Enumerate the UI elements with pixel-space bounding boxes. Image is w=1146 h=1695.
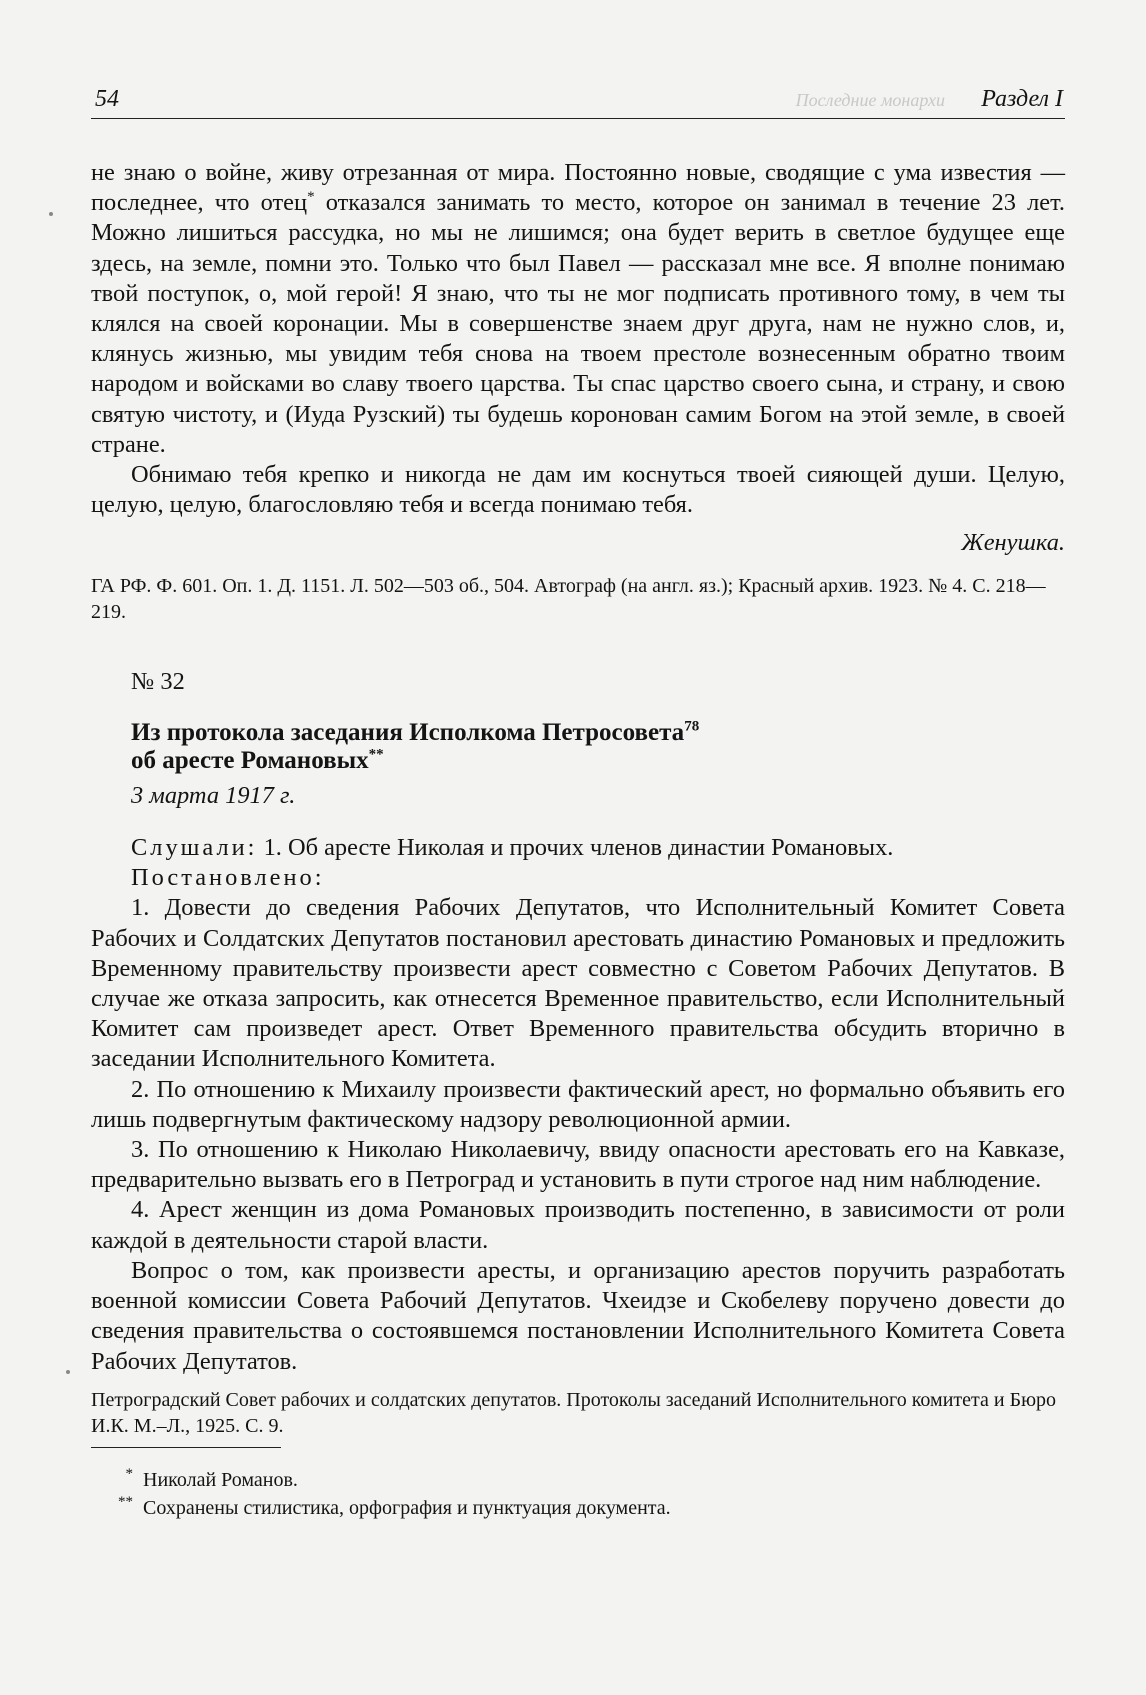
letter-signature: Женушка. [961, 529, 1065, 557]
heard-paragraph: Слушали: 1. Об аресте Николая и прочих членов династии Романовых. [131, 834, 894, 862]
document-source: Петроградский Совет рабочих и солдатских депутатов. Протоколы заседаний Исполнительного комитета и Бюро И.К. М.–Л., 1925. С. 9. [91, 1388, 1057, 1437]
scan-speck [66, 1370, 70, 1374]
resolution-item: 2. По отношению к Михаилу произвести фактический арест, но формально объявить его лишь подвергнутым фактическому надзору революционной армии. [91, 1075, 1065, 1133]
scan-speck [49, 212, 53, 216]
footnotes [91, 1466, 1065, 1522]
resolved-label: Постановлено: [131, 864, 325, 892]
footnote: * Николай Романов. [125, 1465, 298, 1491]
resolution-item: 1. Довести до сведения Рабочих Депутатов, что Исполнительный Комитет Совета Рабочих и Солдатских Депутатов постановил арестовать династию Романовых и предложить Временному правительству произвести арест совместно с Советом Рабочих Депутатов. В случае же отказа запросить, как отнесется Временное правительство, если Исполнительный Комитет сам произведет арест. Ответ Временного правительства обсудить вторично в заседании Исполнительного Комитета. [91, 894, 1065, 1073]
resolution-item: 3. По отношению к Николаю Николаевичу, ввиду опасности арестовать его на Кавказе, предварительно вызвать его в Петроград и установить в пути строгое над ним наблюдение. [91, 1136, 1065, 1194]
letter-source: ГА РФ. Ф. 601. Оп. 1. Д. 1151. Л. 502—503 об., 504. Автограф (на англ. яз.); Красный архив. 1923. № 4. С. 218—219. [91, 574, 1046, 623]
document-title: Из протокола заседания Исполкома Петросовета$^{78}$ об аресте Романовых** [131, 718, 700, 774]
page-body [91, 158, 1065, 1522]
document-date: 3 марта 1917 г. [131, 781, 296, 809]
letter-paragraph: не знаю о войне, живу отрезанная от мира. Постоянно новые, сводящие с ума известия — последнее, что отец* отказался занимать то место, которое он занимал в течение 23 лет. Можно лишиться рассудка, но мы не лишимся; она будет верить в светлое будущее еще здесь, на земле, помни это. Только что был Павел — рассказал мне все. Я вполне понимаю твой поступок, о, мой герой! Я знаю, что ты не мог подписать противного тому, в чем ты клялся на своей коронации. Мы в совершенстве знаем друг друга, нам не нужно слов, и, клянусь жизнью, мы увидим тебя снова на твоем престоле вознесенным обратно твоим народом и войсками во славу твоего царства. Ты спас царство своего сына, и страну, и свою святую чистоту, и (Иуда Рузский) ты будешь коронован самим Богом на этой земле, в своей стране. [91, 159, 1065, 458]
resolution-item: 4. Арест женщин из дома Романовых производить постепенно, в зависимости от роли каждой в деятельности старой власти. [91, 1196, 1065, 1254]
footnote-divider [91, 1447, 281, 1448]
running-header [91, 82, 1065, 119]
document-number: № 32 [131, 667, 185, 695]
closing-paragraph: Вопрос о том, как произвести аресты, и организацию арестов поручить разработать военной комиссии Совета Рабочий Депутатов. Чхеидзе и Скобелеву поручено довести до сведения правительства о состоявшемся постановлении Исполнительного Комитета Совета Рабочих Депутатов. [91, 1256, 1065, 1375]
section-title: Раздел I [981, 86, 1063, 112]
footnote: ** Сохранены стилистика, орфография и пунктуация документа. [118, 1493, 671, 1519]
bleed-through-text: Последние монархи [795, 90, 945, 110]
letter-paragraph: Обнимаю тебя крепко и никогда не дам им коснуться твоей сияющей души. Целую, целую, целую, благословляю тебя и всегда понимаю тебя. [91, 461, 1065, 519]
page-number: 54 [95, 86, 119, 112]
